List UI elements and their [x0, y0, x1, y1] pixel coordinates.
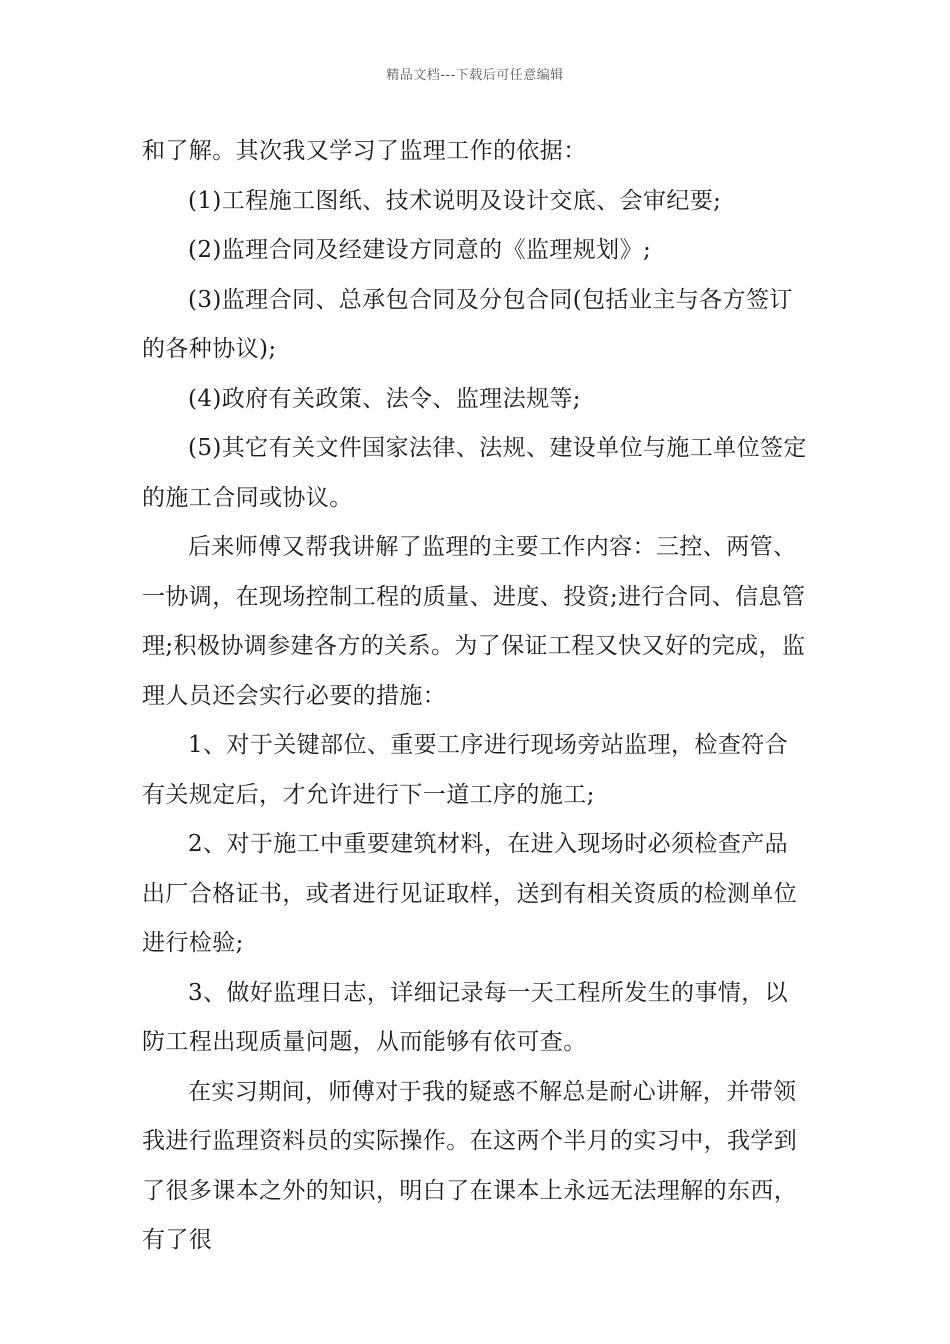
document-body — [142, 127, 808, 1266]
paragraph-basis-item-3: (3)监理合同、总承包合同及分包合同(包括业主与各方签订的各种协议); — [142, 286, 793, 362]
paragraph-continuation: 和了解。其次我又学习了监理工作的依据： — [142, 138, 587, 164]
paragraph-basis-item-4: (4)政府有关政策、法令、监理法规等; — [188, 385, 581, 412]
paragraph-basis-item-2: (2)监理合同及经建设方同意的《监理规划》; — [188, 237, 652, 263]
paragraph-measure-1: 1、对于关键部位、重要工序进行现场旁站监理，检查符合有关规定后，才允许进行下一道工序的施工; — [142, 732, 789, 808]
page-header: 精品文档---下载后可任意编辑 — [386, 68, 564, 83]
paragraph-basis-item-1: (1)工程施工图纸、技术说明及设计交底、会审纪要; — [188, 187, 722, 214]
paragraph-measure-3: 3、做好监理日志，详细记录每一天工程所发生的事情，以防工程出现质量问题，从而能够有依可查。 — [142, 979, 789, 1055]
paragraph-measure-2: 2、对于施工中重要建筑材料，在进入现场时必须检查产品出厂合格证书，或者进行见证取样，送到有相关资质的检测单位进行检验; — [142, 831, 798, 956]
paragraph-main-work: 后来师傅又帮我讲解了监理的主要工作内容：三控、两管、一协调，在现场控制工程的质量、进度、投资;进行合同、信息管理;积极协调参建各方的关系。为了保证工程又快又好的完成，监理人员还会实行必要的措施： — [142, 534, 806, 709]
paragraph-internship: 在实习期间，师傅对于我的疑惑不解总是耐心讲解，并带领我进行监理资料员的实际操作。在这两个半月的实习中，我学到了很多课本之外的知识，明白了在课本上永远无法理解的东西，有了很 — [142, 1078, 798, 1253]
paragraph-basis-item-5: (5)其它有关文件国家法律、法规、建设单位与施工单位签定的施工合同或协议。 — [142, 435, 807, 511]
